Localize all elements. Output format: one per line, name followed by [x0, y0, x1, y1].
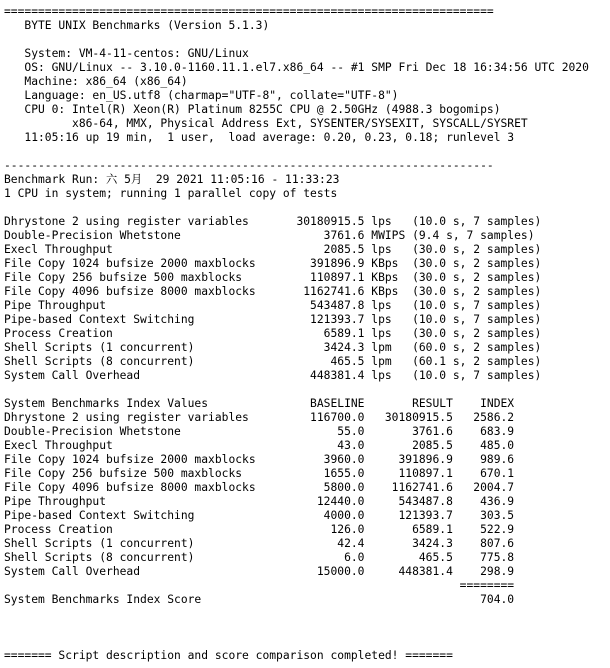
- blank-line: [4, 607, 610, 621]
- system-info: System: VM-4-11-centos: GNU/Linux: [4, 47, 249, 60]
- cpu-features: x86-64, MMX, Physical Address Ext, SYSENTER/SYSEXIT, SYSCALL/SYSRET: [4, 117, 528, 130]
- index-row-dhrystone: Dhrystone 2 using register variables 116700.0 30180915.5 2586.2: [4, 411, 515, 424]
- result-row-filecopy-256: File Copy 256 bufsize 500 maxblocks 110897.1 KBps (30.0 s, 2 samples): [4, 271, 542, 284]
- completion-message: ======= Script description and score comparison completed! =======: [4, 649, 453, 662]
- result-row-pipe-throughput: Pipe Throughput 543487.8 lps (10.0 s, 7 samples): [4, 299, 542, 312]
- index-row-shell-1: Shell Scripts (1 concurrent) 42.4 3424.3 807.6: [4, 537, 515, 550]
- cpu-count-info: 1 CPU in system; running 1 parallel copy of tests: [4, 187, 338, 200]
- blank-line: [4, 201, 610, 215]
- blank-line: [4, 33, 610, 47]
- index-row-filecopy-4096: File Copy 4096 bufsize 8000 maxblocks 5800.0 1162741.6 2004.7: [4, 481, 515, 494]
- index-row-syscall: System Call Overhead 15000.0 448381.4 298.9: [4, 565, 515, 578]
- section-separator: ------------------------------------------------------------------------: [4, 159, 494, 172]
- result-row-execl: Execl Throughput 2085.5 lps (30.0 s, 2 samples): [4, 243, 542, 256]
- index-row-process-creation: Process Creation 126.0 6589.1 522.9: [4, 523, 515, 536]
- index-row-filecopy-1024: File Copy 1024 bufsize 2000 maxblocks 3960.0 391896.9 989.6: [4, 453, 515, 466]
- result-row-filecopy-1024: File Copy 1024 bufsize 2000 maxblocks 391896.9 KBps (30.0 s, 2 samples): [4, 257, 542, 270]
- terminal-output: [4, 5, 610, 663]
- uptime-info: 11:05:16 up 19 min, 1 user, load average: 0.20, 0.23, 0.18; runlevel 3: [4, 131, 515, 144]
- result-row-shell-8: Shell Scripts (8 concurrent) 465.5 lpm (60.1 s, 2 samples): [4, 355, 542, 368]
- index-row-shell-8: Shell Scripts (8 concurrent) 6.0 465.5 775.8: [4, 551, 515, 564]
- blank-line: [4, 635, 610, 649]
- benchmark-title: BYTE UNIX Benchmarks (Version 5.1.3): [4, 19, 270, 32]
- index-table-header: System Benchmarks Index Values BASELINE RESULT INDEX: [4, 397, 515, 410]
- os-info: OS: GNU/Linux -- 3.10.0-1160.11.1.el7.x86_64 -- #1 SMP Fri Dec 18 16:34:56 UTC 2020: [4, 61, 589, 74]
- blank-line: [4, 145, 610, 159]
- cpu-info: CPU 0: Intel(R) Xeon(R) Platinum 8255C CPU @ 2.50GHz (4988.3 bogomips): [4, 103, 501, 116]
- result-row-process-creation: Process Creation 6589.1 lps (30.0 s, 2 samples): [4, 327, 542, 340]
- language-info: Language: en_US.utf8 (charmap="UTF-8", collate="UTF-8"): [4, 89, 399, 102]
- benchmark-run-time: Benchmark Run: 六 5月 29 2021 11:05:16 - 11:33:23: [4, 173, 340, 186]
- index-row-filecopy-256: File Copy 256 bufsize 500 maxblocks 1655.0 110897.1 670.1: [4, 467, 515, 480]
- index-row-context-switching: Pipe-based Context Switching 4000.0 121393.7 303.5: [4, 509, 515, 522]
- header-separator-top: ========================================================================: [4, 5, 494, 18]
- index-total-separator: ========: [4, 579, 515, 592]
- result-row-context-switching: Pipe-based Context Switching 121393.7 lps (10.0 s, 7 samples): [4, 313, 542, 326]
- result-row-dhrystone: Dhrystone 2 using register variables 30180915.5 lps (10.0 s, 7 samples): [4, 215, 542, 228]
- result-row-whetstone: Double-Precision Whetstone 3761.6 MWIPS (9.4 s, 7 samples): [4, 229, 535, 242]
- index-row-execl: Execl Throughput 43.0 2085.5 485.0: [4, 439, 515, 452]
- index-row-pipe-throughput: Pipe Throughput 12440.0 543487.8 436.9: [4, 495, 515, 508]
- result-row-syscall: System Call Overhead 448381.4 lps (10.0 s, 7 samples): [4, 369, 542, 382]
- result-row-shell-1: Shell Scripts (1 concurrent) 3424.3 lpm (60.0 s, 2 samples): [4, 341, 542, 354]
- result-row-filecopy-4096: File Copy 4096 bufsize 8000 maxblocks 1162741.6 KBps (30.0 s, 2 samples): [4, 285, 542, 298]
- machine-info: Machine: x86_64 (x86_64): [4, 75, 188, 88]
- index-score: System Benchmarks Index Score 704.0: [4, 593, 515, 606]
- blank-line: [4, 383, 610, 397]
- blank-line: [4, 621, 610, 635]
- index-row-whetstone: Double-Precision Whetstone 55.0 3761.6 683.9: [4, 425, 515, 438]
